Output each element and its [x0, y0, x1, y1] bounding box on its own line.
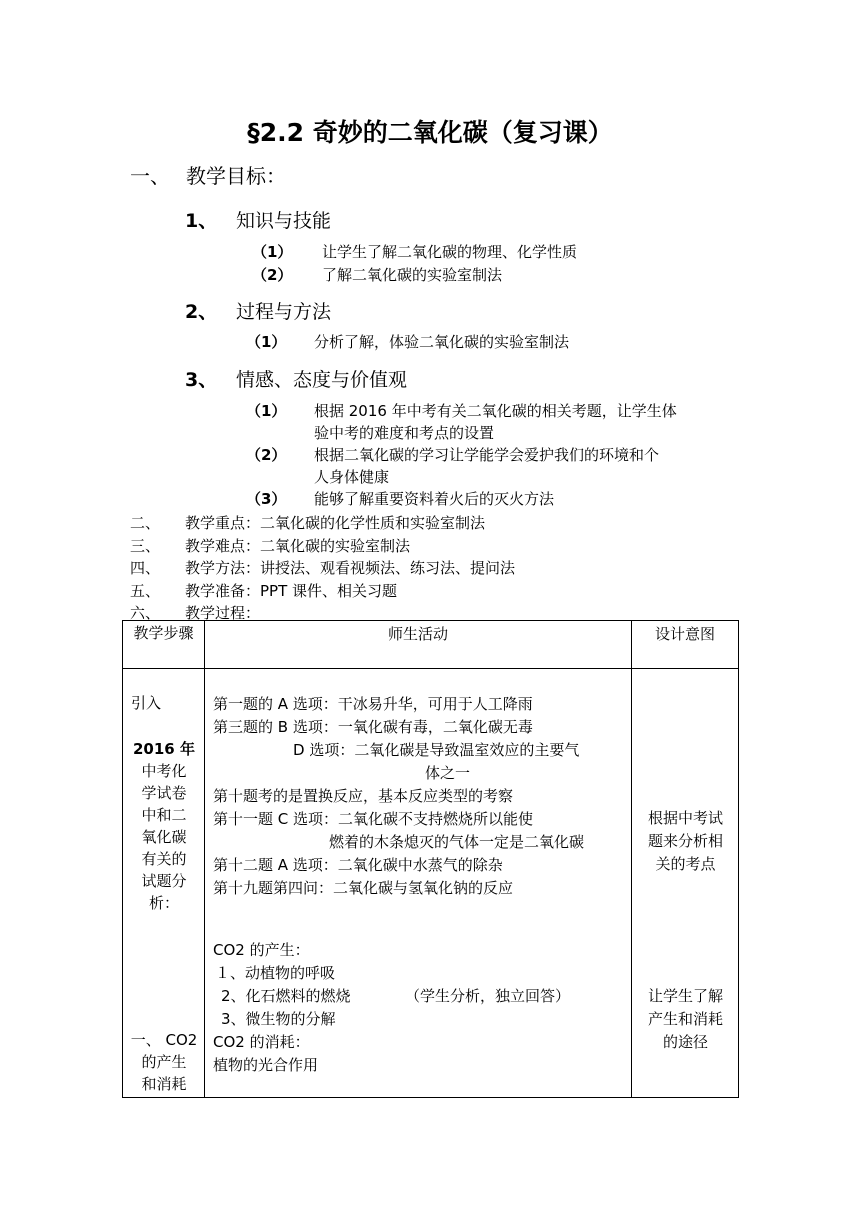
- row-1-activities-cell: [205, 669, 632, 1098]
- row-1-design-cell: [632, 669, 739, 1098]
- activity-line: （学生分析，独立回答）: [405, 987, 571, 1005]
- activity-line: 第十二题 A 选项：二氧化碳中水蒸气的除杂: [213, 856, 503, 874]
- goal-3-item-2-number: （2）: [246, 446, 287, 464]
- goal-2-item-1-text: 分析了解，体验二氧化碳的实验室制法: [314, 333, 570, 351]
- table-header-row: [123, 621, 739, 669]
- goal-2-label: 过程与方法: [236, 301, 332, 323]
- row-1-step-cell: [123, 669, 205, 1098]
- section-3-number: 三、: [130, 537, 161, 555]
- goal-3-item-1-line-2: 验中考的难度和考点的设置: [314, 424, 495, 442]
- activity-line: 2、化石燃料的燃烧: [221, 987, 351, 1005]
- section-5-number: 五、: [130, 582, 161, 600]
- goal-3-number: 3、: [185, 369, 218, 391]
- goal-1-item-1-text: 让学生了解二氧化碳的物理、化学性质: [322, 243, 578, 261]
- header-step: 教学步骤: [123, 621, 205, 669]
- goal-2-number: 2、: [185, 301, 218, 323]
- activity-line: 第一题的 A 选项：干冰易升华，可用于人工降雨: [213, 695, 533, 713]
- section-1-label: 教学目标：: [186, 164, 286, 188]
- section-5-text: 教学准备：PPT 课件、相关习题: [185, 582, 398, 600]
- design-intent-2: 让学生了解 产生和消耗 的途径: [647, 987, 723, 1051]
- section-2-text: 教学重点：二氧化碳的化学性质和实验室制法: [185, 514, 486, 532]
- header-activities: 师生活动: [205, 621, 632, 669]
- activity-line: CO2 的产生：: [213, 941, 310, 959]
- section-4-number: 四、: [130, 559, 161, 577]
- goal-1-item-2-text: 了解二氧化碳的实验室制法: [322, 266, 503, 284]
- goal-2-item-1-number: （1）: [246, 333, 287, 351]
- page-title: §2.2 奇妙的二氧化碳（复习课）: [247, 118, 613, 147]
- design-intent-1: 根据中考试 题来分析相 关的考点: [647, 809, 723, 873]
- section-6-text: 教学过程：: [185, 604, 261, 622]
- section-4-text: 教学方法：讲授法、观看视频法、练习法、提问法: [185, 559, 516, 577]
- activity-line: 第十一题 C 选项：二氧化碳不支持燃烧所以能使: [213, 810, 534, 828]
- activity-line: 第三题的 B 选项：一氧化碳有毒，二氧化碳无毒: [213, 718, 533, 736]
- teaching-process-table: [122, 620, 739, 1098]
- section-2-number: 二、: [130, 514, 161, 532]
- activity-line: 体之一: [425, 764, 471, 782]
- goal-3-item-3-number: （3）: [246, 490, 287, 508]
- activity-line: 第十题考的是置换反应，基本反应类型的考察: [213, 787, 514, 805]
- activity-line: D 选项：二氧化碳是导致温室效应的主要气: [293, 741, 580, 759]
- step-co2-label: 一、 CO2 的产生 和消耗: [130, 1031, 198, 1093]
- header-design: 设计意图: [632, 621, 739, 669]
- goal-3-label: 情感、态度与价值观: [236, 369, 408, 391]
- activity-line: 燃着的木条熄灭的气体一定是二氧化碳: [329, 833, 585, 851]
- activity-line: CO2 的消耗：: [213, 1033, 310, 1051]
- activity-line: 第十九题第四问：二氧化碳与氢氧化钠的反应: [213, 879, 514, 897]
- goal-3-item-1-line-1: 根据 2016 年中考有关二氧化碳的相关考题，让学生体: [314, 402, 677, 420]
- activity-line: 3、微生物的分解: [221, 1010, 336, 1028]
- goal-3-item-3-text: 能够了解重要资料着火后的灭火方法: [314, 490, 555, 508]
- goal-3-item-1-number: （1）: [246, 402, 287, 420]
- activity-line: 植物的光合作用: [213, 1056, 319, 1074]
- section-6-number: 六、: [130, 604, 161, 622]
- goal-3-item-2-line-2: 人身体健康: [314, 468, 390, 486]
- goal-1-label: 知识与技能: [236, 210, 332, 232]
- section-3-text: 教学难点：二氧化碳的实验室制法: [185, 537, 411, 555]
- activity-line: １、动植物的呼吸: [215, 964, 336, 982]
- goal-3-item-2-line-1: 根据二氧化碳的学习让学能学会爱护我们的环境和个: [314, 446, 660, 464]
- section-1-number: 一、: [130, 164, 170, 188]
- goal-1-item-2-number: （2）: [252, 266, 293, 284]
- step-intro-desc: 2016 年 中考化 学试卷 中和二 氧化碳 有关的 试题分 析：: [133, 740, 195, 912]
- table-row: [123, 669, 739, 1098]
- goal-1-item-1-number: （1）: [252, 243, 293, 261]
- goal-1-number: 1、: [185, 210, 218, 232]
- step-intro: 引入: [131, 694, 162, 712]
